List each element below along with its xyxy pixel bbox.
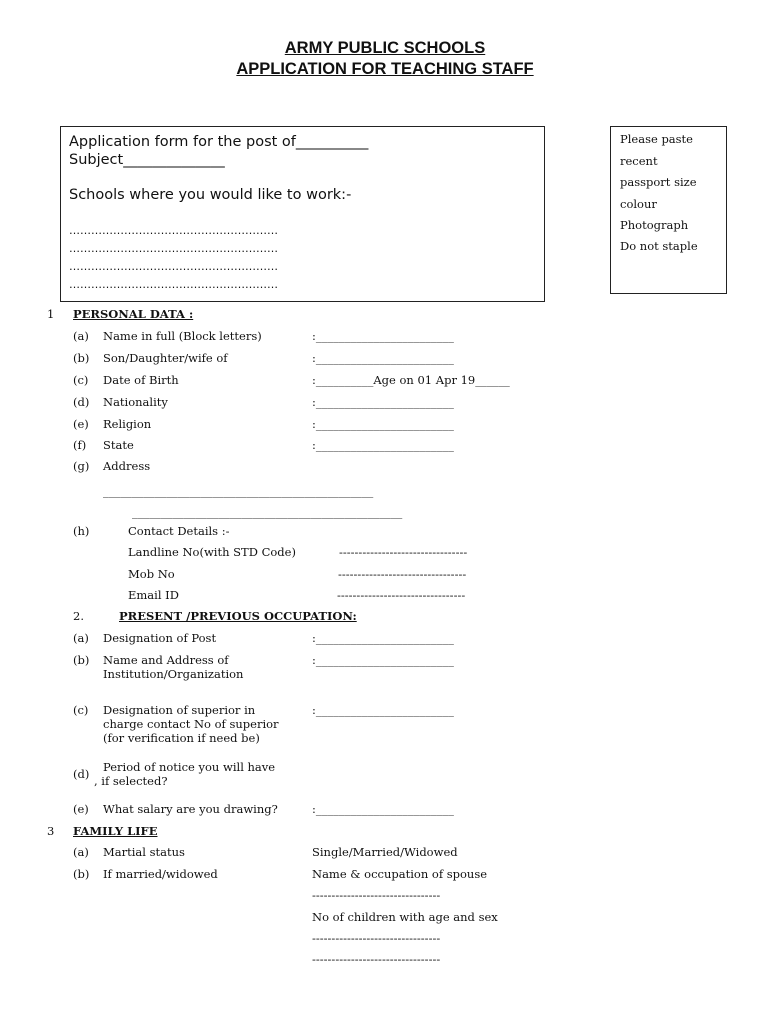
nationality-label: Nationality bbox=[103, 395, 168, 409]
photo-instruction: colour bbox=[620, 197, 657, 211]
religion-field[interactable]: :________________________ bbox=[312, 417, 454, 431]
field-key: (h) bbox=[73, 524, 90, 538]
salary-field[interactable]: :________________________ bbox=[312, 802, 454, 816]
school-choice-line[interactable]: ………………………………………………… bbox=[69, 278, 278, 291]
school-choice-line[interactable]: ………………………………………………… bbox=[69, 224, 278, 237]
religion-label: Religion bbox=[103, 417, 152, 431]
mobile-field[interactable]: --------------------------------- bbox=[338, 567, 467, 581]
notice-period-label-2: , if selected? bbox=[94, 774, 168, 788]
field-key: (b) bbox=[73, 351, 90, 365]
married-widowed-label: If married/widowed bbox=[103, 867, 218, 881]
photo-instruction: Do not staple bbox=[620, 239, 698, 253]
institution-label-2: Institution/Organization bbox=[103, 667, 244, 681]
marital-status-options[interactable]: Single/Married/Widowed bbox=[312, 845, 458, 859]
photo-instruction: Please paste bbox=[620, 132, 693, 146]
field-key: (a) bbox=[73, 845, 89, 859]
spouse-field[interactable]: --------------------------------- bbox=[312, 888, 441, 902]
superior-label-3: (for verification if need be) bbox=[103, 731, 260, 745]
school-choice-line[interactable]: ………………………………………………… bbox=[69, 242, 278, 255]
dob-field[interactable]: :__________Age on 01 Apr 19______ bbox=[312, 373, 510, 387]
name-label: Name in full (Block letters) bbox=[103, 329, 262, 343]
superior-label-2: charge contact No of superior bbox=[103, 717, 279, 731]
designation-field[interactable]: :________________________ bbox=[312, 631, 454, 645]
children-label: No of children with age and sex bbox=[312, 910, 498, 924]
landline-label: Landline No(with STD Code) bbox=[128, 545, 296, 559]
field-key: (b) bbox=[73, 653, 90, 667]
mobile-label: Mob No bbox=[128, 567, 175, 581]
institution-label: Name and Address of bbox=[103, 653, 229, 667]
field-key: (e) bbox=[73, 417, 89, 431]
section-heading-family-life: FAMILY LIFE bbox=[73, 824, 158, 838]
photo-instruction: passport size bbox=[620, 175, 697, 189]
children-field-1[interactable]: --------------------------------- bbox=[312, 931, 441, 945]
designation-label: Designation of Post bbox=[103, 631, 217, 645]
marital-status-label: Martial status bbox=[103, 845, 185, 859]
relation-label: Son/Daughter/wife of bbox=[103, 351, 228, 365]
nationality-field[interactable]: :________________________ bbox=[312, 395, 454, 409]
section-heading-personal-data: PERSONAL DATA : bbox=[73, 307, 194, 321]
section-number: 3 bbox=[47, 824, 55, 838]
field-key: (d) bbox=[73, 395, 90, 409]
field-key: (b) bbox=[73, 867, 90, 881]
field-key: (a) bbox=[73, 329, 89, 343]
contact-details-label: Contact Details :- bbox=[128, 524, 230, 538]
schools-preference-label: Schools where you would like to work:- bbox=[69, 187, 352, 203]
notice-period-label: Period of notice you will have bbox=[103, 760, 276, 774]
field-key: (a) bbox=[73, 631, 89, 645]
superior-field[interactable]: :________________________ bbox=[312, 703, 454, 717]
section-number: 1 bbox=[47, 307, 55, 321]
relation-field[interactable]: :________________________ bbox=[312, 351, 454, 365]
state-field[interactable]: :________________________ bbox=[312, 438, 454, 452]
field-key: (g) bbox=[73, 459, 90, 473]
superior-label: Designation of superior in bbox=[103, 703, 256, 717]
salary-label: What salary are you drawing? bbox=[103, 802, 278, 816]
field-key: (c) bbox=[73, 703, 89, 717]
institution-field[interactable]: :________________________ bbox=[312, 653, 454, 667]
subject-field[interactable]: Subject______________ bbox=[69, 152, 225, 168]
email-field[interactable]: --------------------------------- bbox=[337, 588, 466, 602]
photo-instruction: Photograph bbox=[620, 218, 689, 232]
state-label: State bbox=[103, 438, 134, 452]
section-number: 2. bbox=[73, 609, 84, 623]
address-label: Address bbox=[103, 459, 151, 473]
field-key: (f) bbox=[73, 438, 87, 452]
children-field-2[interactable]: --------------------------------- bbox=[312, 952, 441, 966]
school-choice-line[interactable]: ………………………………………………… bbox=[69, 260, 278, 273]
form-title: ARMY PUBLIC SCHOOLS bbox=[284, 39, 486, 57]
email-label: Email ID bbox=[128, 588, 179, 602]
landline-field[interactable]: --------------------------------- bbox=[339, 545, 468, 559]
field-key: (d) bbox=[73, 767, 90, 781]
form-subtitle: APPLICATION FOR TEACHING STAFF bbox=[236, 60, 534, 78]
post-applied-field[interactable]: Application form for the post of__________ bbox=[69, 134, 369, 150]
photo-instruction: recent bbox=[620, 154, 658, 168]
field-key: (c) bbox=[73, 373, 89, 387]
spouse-label: Name & occupation of spouse bbox=[312, 867, 488, 881]
name-field[interactable]: :________________________ bbox=[312, 329, 454, 343]
address-line-2[interactable]: _______________________________________________ bbox=[132, 505, 403, 519]
section-heading-occupation: PRESENT /PREVIOUS OCCUPATION: bbox=[119, 609, 357, 623]
dob-label: Date of Birth bbox=[103, 373, 179, 387]
address-line-1[interactable]: _______________________________________________ bbox=[103, 484, 374, 498]
field-key: (e) bbox=[73, 802, 89, 816]
